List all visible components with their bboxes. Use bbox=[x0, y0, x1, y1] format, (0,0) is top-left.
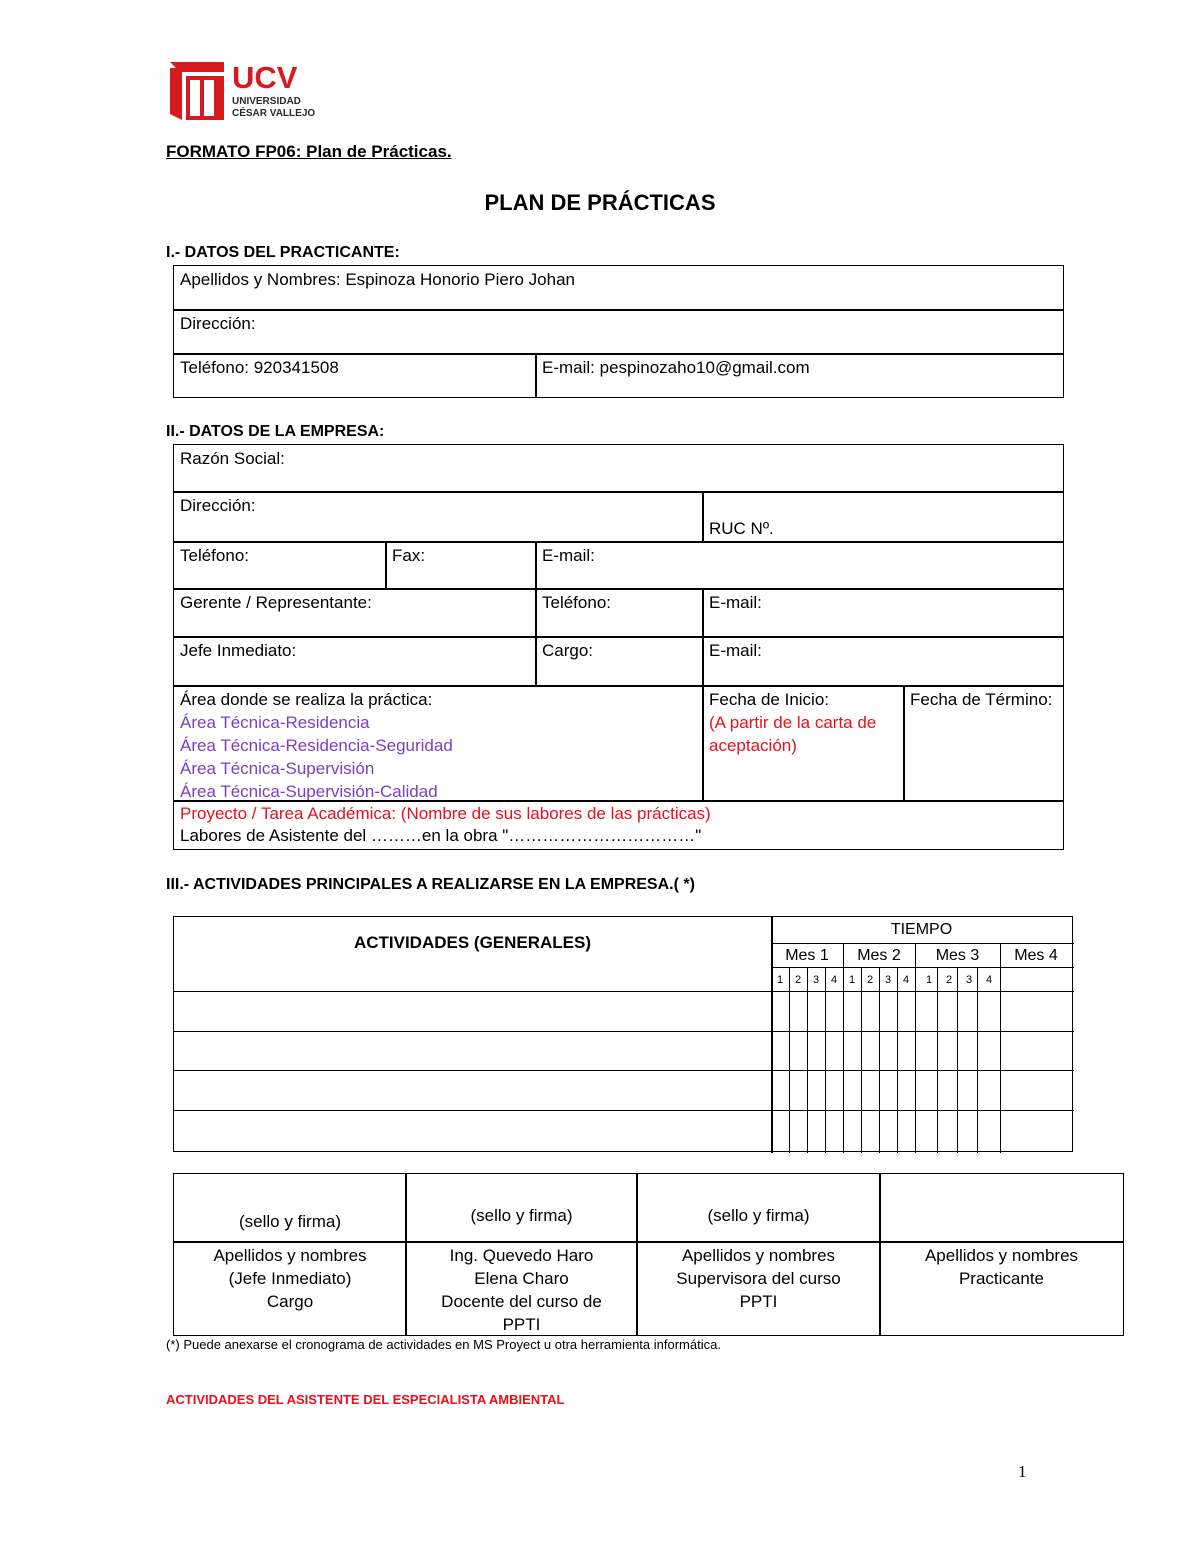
activities-red-title: ACTIVIDADES DEL ASISTENTE DEL ESPECIALISTA AMBIENTAL bbox=[166, 1392, 565, 1407]
seal-box-supervisora[interactable] bbox=[636, 1173, 881, 1243]
week-label: 1 bbox=[776, 974, 784, 986]
area-option: Área Técnica-Residencia-Seguridad bbox=[180, 736, 453, 755]
signer-jefe bbox=[173, 1241, 407, 1336]
jefe-email-label: E-mail: bbox=[709, 641, 762, 660]
month-label: Mes 4 bbox=[1014, 947, 1058, 964]
signer-line: (Jefe Inmediato) bbox=[228, 1269, 352, 1288]
week-label: 4 bbox=[902, 974, 910, 986]
fecha-termino-label: Fecha de Término: bbox=[910, 690, 1053, 709]
signer-line: Elena Charo bbox=[474, 1269, 569, 1288]
section-1-heading: I.- DATOS DEL PRACTICANTE: bbox=[166, 244, 400, 261]
ucv-emblem-icon bbox=[168, 58, 318, 124]
signer-line: Apellidos y nombres bbox=[213, 1246, 367, 1265]
week-label: 2 bbox=[866, 974, 874, 986]
signer-line: Ing. Quevedo Haro bbox=[449, 1246, 594, 1265]
email-label: E-mail: pespinozaho10@gmail.com bbox=[542, 358, 810, 377]
week-label: 2 bbox=[945, 974, 953, 986]
empresa-telefono-label: Teléfono: bbox=[180, 546, 249, 565]
direccion-field[interactable] bbox=[173, 309, 1064, 355]
ruc-label: RUC Nº. bbox=[709, 519, 774, 538]
svg-text:UCV: UCV bbox=[232, 60, 298, 95]
signer-practicante bbox=[879, 1241, 1124, 1336]
telefono-label: Teléfono: 920341508 bbox=[180, 358, 339, 377]
signer-docente bbox=[405, 1241, 638, 1336]
gerente-field[interactable] bbox=[173, 588, 537, 638]
area-option: Área Técnica-Supervisión-Calidad bbox=[180, 782, 438, 801]
telefono-field[interactable] bbox=[173, 353, 537, 398]
signer-line: Practicante bbox=[958, 1269, 1045, 1288]
tiempo-header: TIEMPO bbox=[890, 921, 953, 938]
activities-table bbox=[173, 916, 1073, 1152]
labores-text: Labores de Asistente del ………en la obra "……………………………" bbox=[180, 826, 702, 845]
empresa-email-label: E-mail: bbox=[542, 546, 595, 565]
apellidos-label: Apellidos y Nombres: Espinoza Honorio Piero Johan bbox=[180, 270, 575, 289]
direccion-label: Dirección: bbox=[180, 314, 256, 333]
fecha-inicio-field[interactable] bbox=[702, 685, 905, 802]
signer-line: PPTI bbox=[502, 1315, 541, 1334]
week-label: 1 bbox=[848, 974, 856, 986]
jefe-email-field[interactable] bbox=[702, 636, 1064, 687]
cargo-label: Cargo: bbox=[542, 641, 594, 660]
page-number: 1 bbox=[1018, 1462, 1027, 1481]
empresa-direccion-field[interactable] bbox=[173, 491, 704, 543]
month-label: Mes 1 bbox=[785, 947, 829, 964]
week-label: 4 bbox=[830, 974, 838, 986]
gerente-telefono-field[interactable] bbox=[535, 588, 704, 638]
activity-row[interactable] bbox=[174, 1032, 770, 1069]
month-label: Mes 3 bbox=[935, 947, 980, 964]
footnote: (*) Puede anexarse el cronograma de actividades en MS Proyect u otra herramienta informática. bbox=[166, 1337, 721, 1352]
svg-text:UNIVERSIDAD: UNIVERSIDAD bbox=[232, 96, 301, 107]
jefe-field[interactable] bbox=[173, 636, 537, 687]
gerente-email-label: E-mail: bbox=[709, 593, 762, 612]
empresa-direccion-label: Dirección: bbox=[180, 496, 256, 515]
gerente-telefono-label: Teléfono: bbox=[542, 593, 611, 612]
area-label: Área donde se realiza la práctica: bbox=[180, 690, 433, 709]
seal-label: (sello y firma) bbox=[238, 1212, 341, 1231]
seal-label: (sello y firma) bbox=[707, 1206, 810, 1225]
signer-line: Cargo bbox=[266, 1292, 314, 1311]
proyecto-label: Proyecto / Tarea Académica: (Nombre de sus labores de las prácticas) bbox=[180, 804, 711, 823]
area-option: Área Técnica-Residencia bbox=[180, 713, 370, 732]
seal-box-docente[interactable] bbox=[405, 1173, 638, 1243]
section-2-heading: II.- DATOS DE LA EMPRESA: bbox=[166, 423, 385, 440]
cargo-field[interactable] bbox=[535, 636, 704, 687]
fecha-termino-field[interactable] bbox=[903, 685, 1064, 802]
proyecto-field[interactable] bbox=[173, 800, 1064, 850]
week-label: 2 bbox=[794, 974, 802, 986]
empresa-telefono-field[interactable] bbox=[173, 541, 387, 590]
fecha-inicio-label: Fecha de Inicio: bbox=[709, 690, 830, 709]
week-label: 1 bbox=[925, 974, 933, 986]
area-field[interactable] bbox=[173, 685, 704, 802]
week-label: 3 bbox=[812, 974, 820, 986]
seal-box-jefe[interactable] bbox=[173, 1173, 407, 1243]
seal-label: (sello y firma) bbox=[470, 1206, 573, 1225]
empresa-email-field[interactable] bbox=[535, 541, 1064, 590]
ucv-logo bbox=[168, 58, 318, 124]
area-option: Área Técnica-Supervisión bbox=[180, 759, 375, 778]
svg-text:CÉSAR VALLEJO: CÉSAR VALLEJO bbox=[232, 108, 316, 119]
ruc-field[interactable] bbox=[702, 491, 1064, 543]
gerente-label: Gerente / Representante: bbox=[180, 593, 372, 612]
jefe-label: Jefe Inmediato: bbox=[180, 641, 297, 660]
week-label: 3 bbox=[965, 974, 973, 986]
signer-supervisora bbox=[636, 1241, 881, 1336]
apellidos-field[interactable] bbox=[173, 265, 1064, 311]
formato-label: FORMATO FP06: Plan de Prácticas. bbox=[166, 142, 452, 161]
signer-line: Apellidos y nombres bbox=[924, 1246, 1079, 1265]
gerente-email-field[interactable] bbox=[702, 588, 1064, 638]
week-label: 4 bbox=[985, 974, 993, 986]
email-field[interactable] bbox=[535, 353, 1064, 398]
signer-line: Supervisora del curso bbox=[676, 1269, 841, 1288]
page-title: PLAN DE PRÁCTICAS bbox=[484, 190, 716, 215]
month-label: Mes 2 bbox=[857, 947, 901, 964]
fecha-inicio-note: (A partir de la carta de aceptación) bbox=[709, 713, 877, 755]
activity-row[interactable] bbox=[174, 1111, 770, 1151]
section-3-heading: III.- ACTIVIDADES PRINCIPALES A REALIZARSE EN LA EMPRESA.( *) bbox=[166, 876, 695, 893]
fax-label: Fax: bbox=[392, 546, 426, 565]
signer-line: Docente del curso de bbox=[441, 1292, 602, 1311]
seal-box-practicante[interactable] bbox=[879, 1173, 1124, 1243]
fax-field[interactable] bbox=[385, 541, 537, 590]
activity-row[interactable] bbox=[174, 992, 770, 1030]
activities-header: ACTIVIDADES (GENERALES) bbox=[353, 933, 592, 952]
week-label: 3 bbox=[884, 974, 892, 986]
signer-line: PPTI bbox=[739, 1292, 778, 1311]
signer-line: Apellidos y nombres bbox=[681, 1246, 836, 1265]
activity-row[interactable] bbox=[174, 1071, 770, 1109]
razon-social-label: Razón Social: bbox=[180, 449, 285, 468]
razon-social-field[interactable] bbox=[173, 444, 1064, 493]
